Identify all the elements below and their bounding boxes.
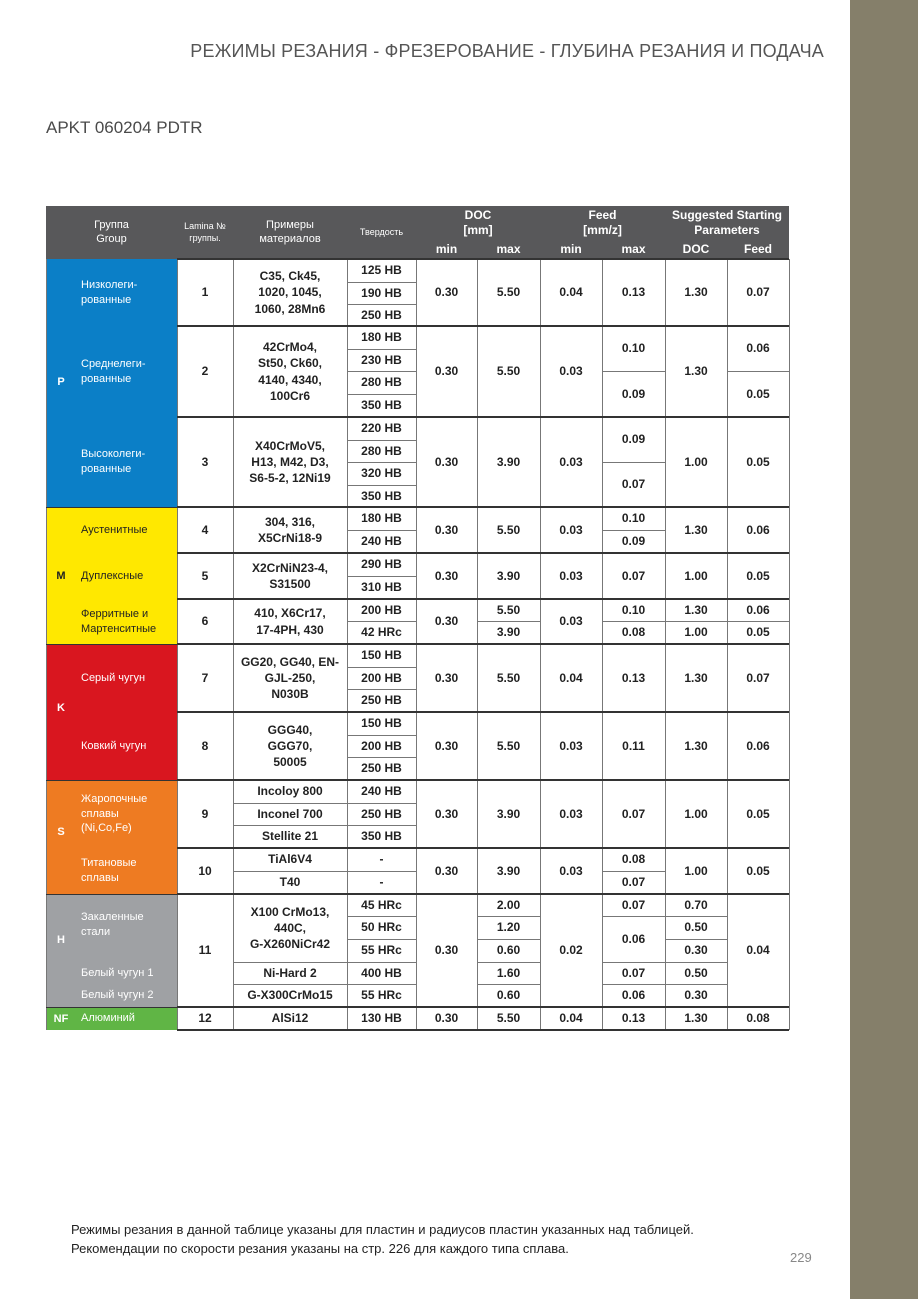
doc-min-cell: 0.30: [434, 454, 459, 469]
group-separator: [177, 258, 789, 260]
sug-doc-cell: 1.30: [684, 364, 708, 379]
group-label: Среднелеги- рованные: [81, 357, 146, 385]
grid-h: [477, 962, 540, 963]
hardness-cell: 250 HB: [361, 806, 402, 821]
lamina-cell: 6: [201, 614, 209, 629]
sug-doc-cell: 0.30: [684, 943, 708, 958]
feed-max-cell: 0.08: [621, 625, 646, 640]
example-cell: Incoloy 800: [257, 784, 323, 799]
grid-h: [233, 984, 347, 985]
example-cell: 304, 316, X5CrNi18-9: [257, 514, 323, 545]
feed-min-cell: 0.03: [559, 568, 583, 583]
lamina-cell: 5: [201, 568, 209, 583]
doc-max-cell: 5.50: [496, 522, 521, 537]
sug-feed-cell: 0.05: [746, 568, 770, 583]
doc-max-cell: 5.50: [496, 1011, 521, 1026]
group-label: Высоколеги- рованные: [81, 448, 146, 475]
lamina-cell: 8: [201, 738, 209, 753]
sug-feed-cell: 0.07: [746, 285, 770, 300]
feed-max-cell: 0.10: [621, 511, 646, 526]
example-cell: 42CrMo4, St50, Ck60, 4140, 4340, 100Cr6: [257, 340, 323, 403]
header-doc: DOC [mm]: [463, 208, 493, 237]
class-label-s: S: [57, 826, 65, 838]
hardness-cell: 200 HB: [361, 602, 402, 617]
class-label-k: K: [57, 702, 65, 714]
feed-max-cell: 0.06: [621, 988, 646, 1003]
hardness-cell: -: [379, 875, 384, 890]
lamina-cell: 9: [201, 806, 209, 821]
group-label: Ковкий чугун: [81, 739, 147, 752]
lamina-cell: 1: [201, 285, 209, 300]
grid-h: [347, 530, 416, 531]
grid-h: [347, 304, 416, 305]
grid-h: [665, 916, 727, 917]
hardness-cell: 350 HB: [361, 398, 402, 413]
group-label: Дуплексные: [81, 569, 144, 582]
sug-doc-cell: 1.00: [684, 454, 708, 469]
header-feed-min: min: [560, 242, 582, 256]
grid-h: [347, 689, 416, 690]
grid-h: [347, 621, 416, 622]
feed-min-cell: 0.03: [559, 806, 583, 821]
feed-min-cell: 0.03: [559, 738, 583, 753]
group-label: Ферритные и Мартенситные: [81, 607, 157, 635]
footnote-line-1: Режимы резания в данной таблице указаны для пластин и радиусов пластин указанных над таблицей.: [71, 1222, 694, 1237]
sug-feed-cell: 0.05: [746, 863, 770, 878]
hardness-cell: 310 HB: [361, 580, 402, 595]
hardness-cell: 280 HB: [361, 375, 402, 390]
sug-doc-cell: 0.50: [684, 920, 708, 935]
doc-min-cell: 0.30: [434, 285, 459, 300]
lamina-cell: 7: [201, 670, 209, 685]
group-separator: [177, 416, 789, 418]
group-label: Закаленные стали: [81, 911, 144, 938]
header-lamina: Lamina № группы.: [184, 221, 226, 243]
sug-doc-cell: 1.30: [684, 285, 708, 300]
hardness-cell: 240 HB: [361, 784, 402, 799]
lamina-cell: 10: [198, 863, 212, 878]
sug-feed-cell: 0.05: [746, 625, 770, 640]
hardness-cell: 240 HB: [361, 534, 402, 549]
grid-h: [347, 462, 416, 463]
hardness-cell: 250 HB: [361, 693, 402, 708]
sug-feed-cell: 0.05: [746, 806, 770, 821]
feed-min-cell: 0.03: [559, 364, 583, 379]
hardness-cell: 130 HB: [361, 1011, 402, 1026]
group-label: Жаропочные сплавы (Ni,Co,Fe): [81, 792, 148, 835]
header-sug-doc: DOC: [682, 242, 710, 256]
hardness-cell: 200 HB: [361, 670, 402, 685]
footnote: [71, 1220, 841, 1258]
grid-h: [233, 962, 347, 963]
hardness-cell: 125 HB: [361, 263, 402, 278]
doc-min-cell: 0.30: [434, 806, 459, 821]
sug-doc-cell: 1.00: [684, 625, 708, 640]
grid-v: [46, 259, 47, 1030]
grid-h: [347, 962, 416, 963]
grid-h: [347, 576, 416, 577]
header-feed-max: max: [621, 242, 646, 256]
grid-h: [233, 803, 347, 804]
example-cell: X100 CrMo13, 440C, G-X260NiCr42: [249, 904, 331, 952]
doc-min-cell: 0.30: [434, 522, 459, 537]
feed-min-cell: 0.04: [559, 670, 583, 685]
example-cell: Stellite 21: [261, 829, 319, 844]
group-label: Титановые сплавы: [81, 857, 137, 884]
doc-max-cell: 1.20: [496, 920, 521, 935]
example-cell: G-X300CrMo15: [247, 988, 333, 1003]
feed-max-cell: 0.07: [621, 477, 646, 492]
class-separator: [46, 1007, 177, 1008]
feed-max-cell: 0.10: [621, 602, 646, 617]
sug-feed-cell: 0.06: [746, 341, 770, 356]
header-doc-max: max: [496, 242, 521, 256]
sug-doc-cell: 0.50: [684, 965, 708, 980]
feed-max-cell: 0.10: [621, 341, 646, 356]
group-separator: [177, 711, 789, 713]
header-sug-feed: Feed: [743, 242, 772, 256]
class-label-nf: NF: [53, 1012, 69, 1025]
grid-h: [665, 984, 727, 985]
lamina-cell: 2: [201, 364, 209, 379]
sug-doc-cell: 1.00: [684, 863, 708, 878]
grid-h: [347, 440, 416, 441]
doc-max-cell: 3.90: [496, 863, 521, 878]
sug-doc-cell: 1.30: [684, 738, 708, 753]
doc-min-cell: 0.30: [434, 863, 459, 878]
group-label: Серый чугун: [81, 671, 146, 684]
sug-doc-cell: 1.30: [684, 602, 708, 617]
doc-min-cell: 0.30: [434, 943, 459, 958]
page-title: РЕЖИМЫ РЕЗАНИЯ - ФРЕЗЕРОВАНИЕ - ГЛУБИНА РЕЗАНИЯ И ПОДАЧА: [190, 41, 824, 61]
example-cell: Inconel 700: [257, 806, 323, 821]
grid-h: [602, 962, 665, 963]
group-label: Белый чугун 1: [81, 966, 154, 979]
example-cell: X40CrMoV5, H13, M42, D3, S6-5-2, 12Ni19: [249, 438, 331, 486]
example-cell: AlSi12: [271, 1011, 309, 1026]
hardness-cell: 150 HB: [361, 648, 402, 663]
group-separator: [177, 893, 789, 895]
grid-h: [347, 394, 416, 395]
doc-max-cell: 5.50: [496, 738, 521, 753]
grid-h: [727, 621, 789, 622]
example-cell: Ni-Hard 2: [263, 965, 317, 980]
example-cell: T40: [279, 875, 301, 890]
group-label: Аустенитные: [81, 523, 148, 536]
lamina-cell: 4: [201, 522, 209, 537]
sug-doc-cell: 1.00: [684, 568, 708, 583]
class-label-h: H: [57, 934, 65, 946]
feed-max-cell: 0.07: [621, 965, 646, 980]
example-cell: GGG40, GGG70, 50005: [267, 722, 313, 770]
feed-min-cell: 0.03: [559, 614, 583, 629]
hardness-cell: 250 HB: [361, 761, 402, 776]
hardness-cell: 230 HB: [361, 352, 402, 367]
hardness-cell: 350 HB: [361, 829, 402, 844]
grid-h: [602, 371, 665, 372]
class-separator: [46, 780, 177, 781]
sug-doc-cell: 1.30: [684, 522, 708, 537]
grid-h: [602, 530, 665, 531]
grid-h: [602, 916, 665, 917]
feed-min-cell: 0.02: [559, 943, 583, 958]
grid-h: [665, 939, 727, 940]
hardness-cell: -: [379, 852, 384, 867]
header-feed: Feed [mm/z]: [583, 208, 622, 237]
feed-max-cell: 0.13: [621, 670, 646, 685]
hardness-cell: 55 HRc: [361, 943, 402, 958]
sug-feed-cell: 0.04: [746, 943, 770, 958]
grid-h: [347, 735, 416, 736]
grid-h: [347, 984, 416, 985]
feed-max-cell: 0.09: [621, 432, 646, 447]
group-separator: [177, 1006, 789, 1008]
doc-max-cell: 0.60: [496, 988, 521, 1003]
sug-doc-cell: 1.00: [684, 806, 708, 821]
header-hardness: Твердость: [359, 226, 404, 237]
grid-h: [347, 757, 416, 758]
grid-h: [347, 667, 416, 668]
hardness-cell: 45 HRc: [361, 897, 402, 912]
doc-max-cell: 3.90: [496, 454, 521, 469]
doc-max-cell: 3.90: [496, 625, 521, 640]
grid-h: [477, 621, 540, 622]
group-label: Алюминий: [81, 1012, 135, 1025]
hardness-cell: 180 HB: [361, 511, 402, 526]
feed-max-cell: 0.11: [622, 738, 645, 753]
grid-h: [665, 621, 727, 622]
group-separator: [177, 779, 789, 781]
lamina-cell: 3: [201, 454, 209, 469]
sug-doc-cell: 0.30: [684, 988, 708, 1003]
feed-min-cell: 0.03: [559, 454, 583, 469]
hardness-cell: 400 HB: [361, 965, 402, 980]
sug-feed-cell: 0.06: [746, 738, 770, 753]
group-separator: [177, 552, 789, 554]
doc-max-cell: 3.90: [496, 568, 521, 583]
hardness-cell: 290 HB: [361, 557, 402, 572]
header-doc-min: min: [435, 242, 458, 256]
group-separator: [177, 643, 789, 645]
example-cell: X2CrNiN23-4, S31500: [251, 560, 329, 591]
lamina-cell: 11: [198, 943, 212, 958]
feed-max-cell: 0.07: [621, 875, 646, 890]
hardness-cell: 42 HRc: [361, 625, 402, 640]
hardness-cell: 320 HB: [361, 466, 402, 481]
grid-h: [347, 803, 416, 804]
group-label: Белый чугун 2: [81, 989, 154, 1002]
grid-h: [347, 485, 416, 486]
doc-min-cell: 0.30: [434, 738, 459, 753]
grid-h: [602, 621, 665, 622]
grid-h: [347, 282, 416, 283]
product-code: APKT 060204 PDTR: [46, 118, 203, 137]
feed-min-cell: 0.04: [559, 1011, 583, 1026]
sug-feed-cell: 0.06: [746, 602, 770, 617]
group-separator: [177, 847, 789, 849]
group-separator: [177, 325, 789, 327]
feed-max-cell: 0.13: [621, 1011, 646, 1026]
grid-h: [347, 916, 416, 917]
feed-min-cell: 0.03: [559, 522, 583, 537]
class-separator: [46, 507, 177, 508]
header-suggested: Suggested Starting Parameters: [671, 208, 782, 237]
doc-min-cell: 0.30: [434, 670, 459, 685]
hardness-cell: 50 HRc: [361, 920, 402, 935]
grid-h: [477, 916, 540, 917]
class-separator: [46, 894, 177, 895]
feed-max-cell: 0.13: [621, 285, 646, 300]
sug-doc-cell: 1.30: [684, 670, 708, 685]
example-cell: C35, Ck45, 1020, 1045, 1060, 28Mn6: [254, 269, 326, 316]
example-cell: GG20, GG40, EN- GJL-250, N030B: [240, 654, 340, 702]
footnote-line-2: Рекомендации по скорости резания указаны на стр. 226 для каждого типа сплава.: [71, 1241, 569, 1256]
doc-min-cell: 0.30: [434, 1011, 459, 1026]
doc-max-cell: 2.00: [496, 897, 521, 912]
group-label: Низколеги- рованные: [81, 278, 138, 306]
hardness-cell: 180 HB: [361, 330, 402, 345]
grid-h: [233, 825, 347, 826]
grid-h: [347, 825, 416, 826]
doc-min-cell: 0.30: [434, 364, 459, 379]
hardness-cell: 250 HB: [361, 307, 402, 322]
hardness-cell: 55 HRc: [361, 988, 402, 1003]
grid-h: [727, 371, 789, 372]
doc-max-cell: 5.50: [496, 285, 521, 300]
grid-h: [347, 349, 416, 350]
sug-doc-cell: 0.70: [684, 897, 708, 912]
feed-max-cell: 0.07: [621, 568, 646, 583]
feed-max-cell: 0.09: [621, 386, 646, 401]
feed-max-cell: 0.07: [621, 806, 646, 821]
sug-feed-cell: 0.08: [746, 1011, 770, 1026]
grid-h: [665, 962, 727, 963]
class-separator: [46, 644, 177, 645]
sug-feed-cell: 0.05: [746, 454, 770, 469]
grid-h: [602, 462, 665, 463]
example-cell: 410, X6Cr17, 17-4PH, 430: [254, 606, 326, 637]
grid-h: [233, 871, 347, 872]
sug-feed-cell: 0.05: [746, 386, 770, 401]
group-separator: [177, 506, 789, 508]
hardness-cell: 220 HB: [361, 421, 402, 436]
grid-h: [347, 371, 416, 372]
doc-max-cell: 5.50: [496, 602, 521, 617]
doc-min-cell: 0.30: [434, 568, 459, 583]
feed-max-cell: 0.07: [621, 897, 646, 912]
feed-max-cell: 0.06: [621, 931, 646, 946]
lamina-cell: 12: [198, 1011, 212, 1026]
grid-h: [347, 871, 416, 872]
page-number: 229: [790, 1250, 812, 1265]
hardness-cell: 280 HB: [361, 443, 402, 458]
doc-max-cell: 5.50: [496, 670, 521, 685]
grid-h: [347, 939, 416, 940]
group-separator: [177, 1029, 789, 1031]
grid-h: [477, 939, 540, 940]
header-group: Группа Group: [94, 218, 129, 245]
doc-max-cell: 0.60: [496, 943, 521, 958]
doc-min-cell: 0.30: [434, 614, 459, 629]
hardness-cell: 200 HB: [361, 738, 402, 753]
feed-min-cell: 0.03: [559, 863, 583, 878]
hardness-cell: 150 HB: [361, 716, 402, 731]
grid-h: [602, 984, 665, 985]
hardness-cell: 350 HB: [361, 488, 402, 503]
class-label-p: P: [57, 376, 65, 388]
feed-min-cell: 0.04: [559, 285, 583, 300]
grid-h: [602, 871, 665, 872]
header-examples: Примеры материалов: [259, 218, 321, 245]
sug-feed-cell: 0.06: [746, 522, 770, 537]
sug-doc-cell: 1.30: [684, 1011, 708, 1026]
sug-feed-cell: 0.07: [746, 670, 770, 685]
hardness-cell: 190 HB: [361, 285, 402, 300]
group-separator: [177, 598, 789, 600]
grid-h: [477, 984, 540, 985]
feed-max-cell: 0.09: [621, 534, 646, 549]
doc-max-cell: 1.60: [496, 965, 521, 980]
class-label-m: M: [56, 569, 66, 582]
example-cell: TiAl6V4: [268, 852, 312, 867]
feed-max-cell: 0.08: [621, 852, 646, 867]
doc-max-cell: 3.90: [496, 806, 521, 821]
doc-max-cell: 5.50: [496, 364, 521, 379]
